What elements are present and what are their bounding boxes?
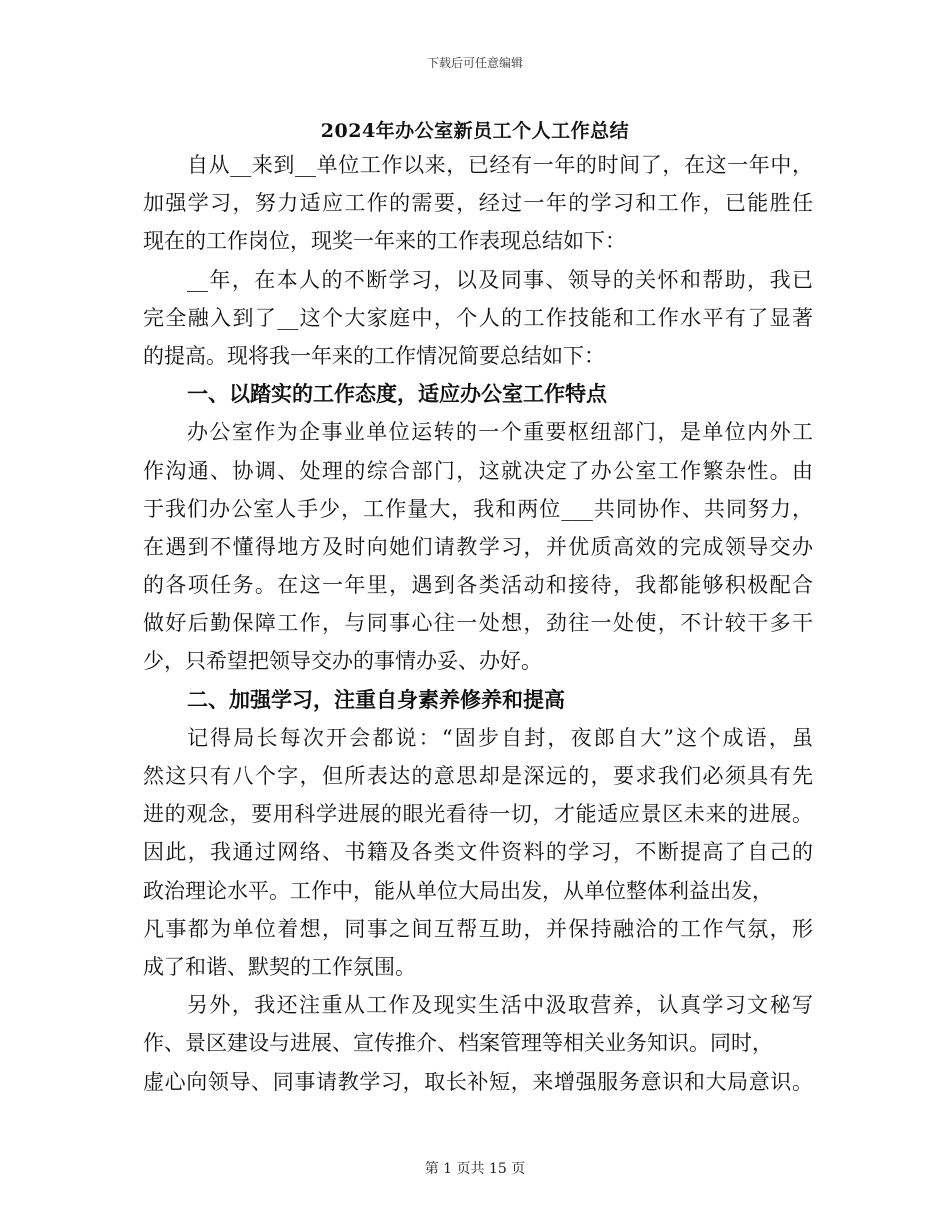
page-number-footer: 第 1 页共 15 页 <box>424 1161 526 1177</box>
paragraph-4-line-6: 凡事都为单位着想，同事之间互帮互助，并保持融洽的工作气氛，形 <box>143 916 813 941</box>
paragraph-4-line-3: 进的观念，要用科学进展的眼光看待一切，才能适应景区未来的进展。 <box>143 802 813 827</box>
paragraph-4-line-4: 因此，我通过网络、书籍及各类文件资料的学习，不断提高了自己的 <box>143 840 813 865</box>
paragraph-3-line-3: 于我们办公室人手少，工作量大，我和两位___共同协作、共同努力， <box>143 496 813 521</box>
paragraph-3-line-6: 做好后勤保障工作，与同事心往一处想，劲往一处使，不计较干多干 <box>143 611 813 636</box>
paragraph-5-line-3: 虚心向领导、同事请教学习，取长补短，来增强服务意识和大局意识。 <box>143 1069 813 1094</box>
paragraph-5-line-2: 作、景区建设与进展、宣传推介、档案管理等相关业务知识。同时， <box>143 1031 773 1056</box>
paragraph-3-line-5: 的各项任务。在这一年里，遇到各类活动和接待，我都能够积极配合 <box>143 573 813 598</box>
paragraph-1-line-2: 加强学习，努力适应工作的需要，经过一年的学习和工作，已能胜任 <box>143 191 813 216</box>
paragraph-5-line-1: 另外，我还注重从工作及现实生活中汲取营养，认真学习文秘写 <box>187 993 813 1018</box>
paragraph-1-line-3: 现在的工作岗位，现奖一年来的工作表现总结如下： <box>143 229 626 254</box>
document-body <box>143 146 813 1101</box>
paragraph-4-line-2: 然这只有八个字，但所表达的意思却是深远的，要求我们必须具有先 <box>143 764 813 788</box>
paragraph-1-line-1: 自从__来到__单位工作以来，已经有一年的时间了，在这一年中， <box>187 153 813 177</box>
section-heading-2: 二、加强学习，注重自身素养修养和提高 <box>187 686 565 712</box>
paragraph-3-line-1: 办公室作为企事业单位运转的一个重要枢纽部门，是单位内外工 <box>187 420 813 445</box>
paragraph-2-line-3: 的提高。现将我一年来的工作情况简要总结如下： <box>143 343 605 368</box>
paragraph-3-line-2: 作沟通、协调、处理的综合部门，这就决定了办公室工作繁杂性。由 <box>143 458 813 483</box>
paragraph-4-line-1: 记得局长每次开会都说：“固步自封，夜郎自大”这个成语，虽 <box>187 725 813 750</box>
paragraph-4-line-7: 成了和谐、默契的工作氛围。 <box>143 954 416 979</box>
paragraph-2-line-1: __年，在本人的不断学习，以及同事、领导的关怀和帮助，我已 <box>187 267 813 292</box>
paragraph-2-line-2: 完全融入到了__这个大家庭中，个人的工作技能和工作水平有了显著 <box>143 305 813 330</box>
paragraph-3-line-7: 少，只希望把领导交办的事情办妥、办好。 <box>143 649 542 674</box>
section-heading-1: 一、以踏实的工作态度，适应办公室工作特点 <box>187 381 607 407</box>
document-title: 2024年办公室新员工个人工作总结 <box>320 120 630 142</box>
paragraph-3-line-4: 在遇到不懂得地方及时向她们请教学习，并优质高效的完成领导交办 <box>143 534 813 559</box>
header-note: 下载后可任意编辑 <box>426 56 523 70</box>
paragraph-4-line-5: 政治理论水平。工作中，能从单位大局出发，从单位整体利益出发， <box>143 878 773 903</box>
